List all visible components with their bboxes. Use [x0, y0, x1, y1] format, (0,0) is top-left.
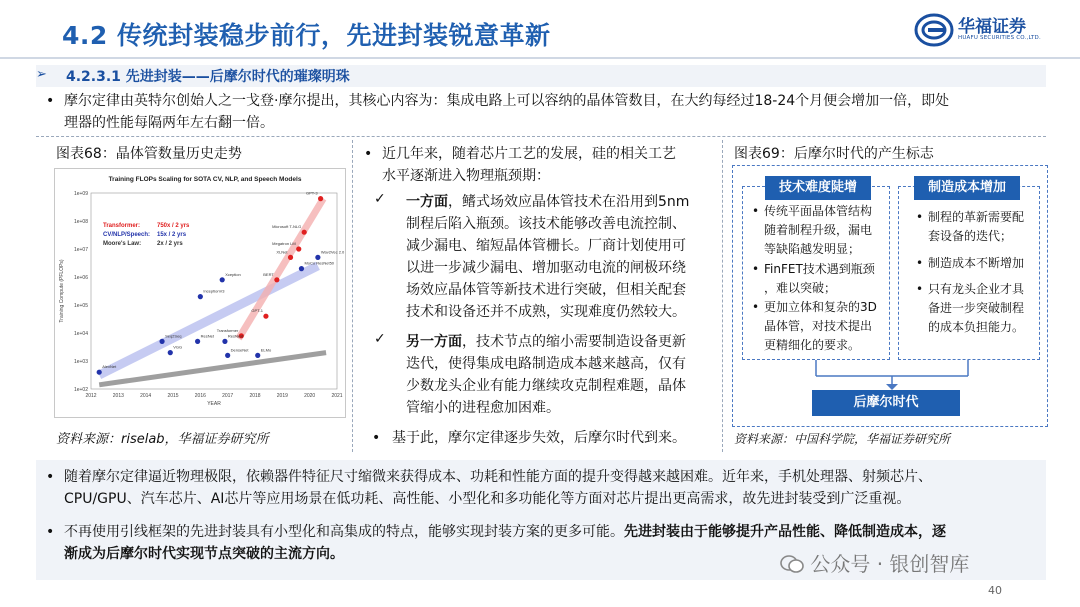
point-label: MoCo ResNet50	[304, 260, 335, 266]
data-point	[274, 277, 279, 282]
cost-item-3	[916, 280, 1038, 337]
data-point	[198, 294, 203, 299]
bullet-icon: •	[916, 210, 924, 224]
point-label: Microsoft T-NLG	[272, 224, 302, 230]
x-tick-label: 2013	[112, 393, 124, 399]
check-icon: ✓	[374, 191, 386, 207]
point-label: GPT-3	[306, 190, 318, 196]
middle-lead	[364, 143, 717, 187]
figure-69-caption: 图表69：后摩尔时代的产生标志	[734, 146, 934, 162]
point-label: Megatron LM	[272, 241, 296, 246]
point-1-bold: 一方面	[406, 194, 448, 210]
top-dashed-divider	[36, 136, 1046, 137]
cost-item-3-line-3: 的成本负担能力。	[928, 320, 1025, 334]
point-1-line-1: ，鳍式场效应晶体管技术在沿用到5nm	[448, 194, 690, 210]
title-divider	[0, 57, 1080, 59]
cost-item-1-line-2: 套设备的迭代；	[928, 229, 1013, 243]
x-tick-label: 2020	[304, 393, 316, 399]
point-label: BERT	[263, 271, 274, 277]
y-tick-label: 1e+05	[73, 303, 88, 309]
data-point	[299, 266, 304, 271]
bottom-1-line-1: 随着摩尔定律逼近物理极限，依赖器件特征尺寸缩微来获得成本、功耗和性能方面的提升变得越来越困难。近年来，手机处理器、射频芯片、	[64, 469, 932, 485]
x-tick-label: 2014	[140, 393, 152, 399]
y-tick-label: 1e+09	[73, 191, 88, 197]
legend-rate: 2x / 2 yrs	[157, 241, 183, 247]
figure-68-caption: 图表68：晶体管数量历史走势	[56, 146, 242, 162]
point-1-line-3: 减少漏电、缩短晶体管栅长。厂商计划使用可	[406, 238, 686, 254]
point-label: DenseNet	[230, 347, 249, 353]
data-point	[263, 314, 268, 319]
header	[0, 0, 1080, 58]
x-axis-label: YEAR	[207, 401, 221, 407]
point-label: VGG	[173, 344, 183, 350]
cost-item-3-line-1: 只有龙头企业才具	[928, 282, 1025, 296]
legend-label: CV/NLP/Speech:	[103, 232, 151, 238]
middle-conclusion	[372, 427, 722, 449]
point-label: ResNet	[200, 333, 214, 339]
chart-title: Training FLOPs Scaling for SOTA CV, NLP, and Speech Models	[108, 176, 302, 183]
left-dashed-divider	[352, 140, 353, 452]
bottom-paragraph-1	[46, 466, 1054, 510]
y-tick-label: 1e+02	[73, 387, 88, 393]
section-heading	[36, 65, 1046, 87]
point-2-line-2: 迭代，使得集成电路制造成本越来越高，仅有	[406, 356, 686, 372]
legend-rate: 15x / 2 yrs	[157, 232, 187, 238]
data-point	[318, 196, 323, 201]
tech-item-1-line-1: 传统平面晶体管结构	[764, 204, 873, 218]
check-icon: ✓	[374, 331, 386, 347]
bullet-icon: •	[752, 300, 760, 314]
middle-lead-line-2: 水平逐渐进入物理瓶颈期：	[382, 168, 550, 184]
x-tick-label: 2021	[331, 393, 343, 399]
bullet-icon: •	[916, 282, 924, 296]
point-2-line-3: 少数龙头企业有能力继续攻克制程难题，晶体	[406, 378, 686, 394]
point-label: AlexNet	[102, 364, 117, 370]
x-tick-label: 2012	[85, 393, 97, 399]
tech-item-3-line-2: 晶体管，对技术提出	[764, 319, 873, 333]
point-label: GPT-1	[251, 308, 263, 314]
tech-item-1-line-2: 随着制程升级，漏电	[764, 223, 873, 237]
x-tick-label: 2019	[276, 393, 288, 399]
x-tick-label: 2016	[194, 393, 206, 399]
point-2-bold: 另一方面	[406, 334, 462, 350]
tech-item-3-line-1: 更加立体和复杂的3D	[764, 300, 877, 314]
point-label: XLNet	[276, 249, 288, 255]
y-tick-label: 1e+07	[73, 247, 88, 253]
logo-emblem-icon	[914, 12, 954, 48]
section-arrow-icon: ➢	[36, 67, 47, 82]
middle-lead-line-1: 近几年来，随着芯片工艺的发展，硅的相关工艺	[382, 146, 676, 162]
intro-line-1: 摩尔定律由英特尔创始人之一戈登·摩尔提出，其核心内容为：集成电路上可以容纳的晶体管数目，在大约每经过18-24个月便会增加一倍，即处	[64, 93, 950, 109]
cost-item-2	[916, 254, 1038, 273]
bullet-icon: •	[46, 469, 55, 485]
bullet-icon: •	[752, 204, 760, 218]
bottom-2-bold-2: 渐成为后摩尔时代实现节点突破的主流方向。	[64, 546, 344, 562]
bullet-icon: •	[46, 93, 55, 109]
company-logo	[914, 10, 1064, 50]
tech-difficulty-header: 技术难度陡增	[765, 176, 871, 200]
tech-item-3-line-3: 更精细化的要求。	[764, 338, 861, 352]
cost-item-3-line-2: 备进一步突破制程	[928, 301, 1025, 315]
middle-point-1	[406, 191, 721, 323]
post-moore-result-box: 后摩尔时代	[812, 390, 960, 416]
section-title: 4.2.3.1 先进封装——后摩尔时代的璀璨明珠	[66, 69, 350, 85]
middle-point-2	[406, 331, 721, 419]
intro-line-2: 理器的性能每隔两年左右翻一倍。	[64, 115, 274, 131]
data-point	[225, 353, 230, 358]
right-dashed-divider	[722, 140, 723, 452]
point-label: Seq2Seq	[165, 333, 182, 339]
figure-68-source: 资料来源：riselab，华福证券研究所	[56, 432, 269, 447]
page-number: 40	[988, 584, 1002, 597]
data-point	[97, 370, 102, 375]
cost-item-1-line-1: 制程的革新需要配	[928, 210, 1025, 224]
data-point	[222, 339, 227, 344]
point-1-line-5: 场效应晶体管等新技术进行突破，但相关配套	[406, 282, 686, 298]
cost-increase-header: 制造成本增加	[914, 176, 1020, 200]
conclusion-text: 基于此，摩尔定律逐步失效，后摩尔时代到来。	[392, 430, 686, 446]
point-2-line-4: 管缩小的进程愈加困难。	[406, 400, 560, 416]
y-axis-label: Training Compute (PFLOPs)	[59, 259, 65, 323]
legend-label: Transformer:	[103, 223, 141, 229]
point-label: Transformer	[216, 327, 239, 333]
bullet-icon: •	[372, 430, 381, 446]
point-1-line-4: 以进一步减少漏电、增加驱动电流的闸极环绕	[406, 260, 686, 276]
point-2-line-1: ，技术节点的缩小需要制造设备更新	[462, 334, 686, 350]
bullet-icon: •	[364, 146, 373, 162]
figure-69-source: 资料来源：中国科学院，华福证券研究所	[734, 432, 951, 446]
legend-rate: 750x / 2 yrs	[157, 223, 190, 229]
tech-item-3	[752, 298, 888, 355]
bottom-2-normal: 不再使用引线框架的先进封装具有小型化和高集成的特点，能够实现封装方案的更多可能。	[64, 524, 624, 540]
data-point	[159, 339, 164, 344]
data-point	[296, 246, 301, 251]
data-point	[195, 339, 200, 344]
tech-item-1-line-3: 等缺陷越发明显；	[764, 242, 861, 256]
tech-item-1	[752, 202, 888, 259]
watermark-text: 公众号 · 银创智库	[810, 552, 970, 576]
cost-item-2-line-1: 制造成本不断增加	[928, 256, 1025, 270]
page-title: 4.2 传统封装稳步前行，先进封装锐意革新	[62, 21, 551, 50]
x-tick-label: 2015	[167, 393, 179, 399]
y-tick-label: 1e+03	[73, 359, 88, 365]
logo-text: 华福证券	[958, 17, 1026, 37]
data-point	[302, 230, 307, 235]
transistor-chart	[54, 168, 346, 418]
y-tick-label: 1e+06	[73, 275, 88, 281]
tech-item-2-line-2: ，难以突破；	[764, 281, 837, 295]
bottom-1-line-2: CPU/GPU、汽车芯片、AI芯片等应用场景在低功耗、高性能、小型化和多功能化等方面对芯片提出更高需求，故先进封装受到广泛重视。	[64, 491, 911, 507]
point-label: ELMo	[260, 347, 272, 353]
point-label: InceptionV3	[203, 288, 225, 294]
legend-label: Moore's Law:	[103, 241, 142, 247]
tech-item-2	[752, 260, 888, 298]
bullet-icon: •	[46, 524, 55, 540]
intro-paragraph	[46, 90, 1054, 134]
point-label: ResNext	[227, 333, 244, 339]
point-1-line-2: 制程后陷入瓶颈。该技术能够改善电流控制、	[406, 216, 686, 232]
tech-item-2-line-1: FinFET技术遇到瓶颈	[764, 262, 875, 276]
data-point	[168, 350, 173, 355]
y-tick-label: 1e+04	[73, 331, 88, 337]
chart-canvas	[55, 169, 345, 417]
data-point	[220, 277, 225, 282]
cost-item-1	[916, 208, 1038, 246]
point-label: Xception	[225, 271, 241, 277]
point-label: Wav2Vec 2.0	[320, 249, 345, 255]
bottom-2-bold-1: 先进封装由于能够提升产品性能、降低制造成本，逐	[624, 524, 946, 540]
x-tick-label: 2018	[249, 393, 261, 399]
data-point	[315, 255, 320, 260]
bullet-icon: •	[916, 256, 924, 270]
bullet-icon: •	[752, 262, 760, 276]
x-tick-label: 2017	[222, 393, 234, 399]
y-tick-label: 1e+08	[73, 219, 88, 225]
logo-subtext: HUAFU SECURITIES CO.,LTD.	[958, 35, 1041, 41]
data-point	[288, 255, 293, 260]
wechat-icon	[780, 554, 804, 574]
point-1-line-6: 技术和设备还并不成熟，实现难度仍然较大。	[406, 304, 686, 320]
watermark	[780, 548, 969, 577]
data-point	[255, 353, 260, 358]
